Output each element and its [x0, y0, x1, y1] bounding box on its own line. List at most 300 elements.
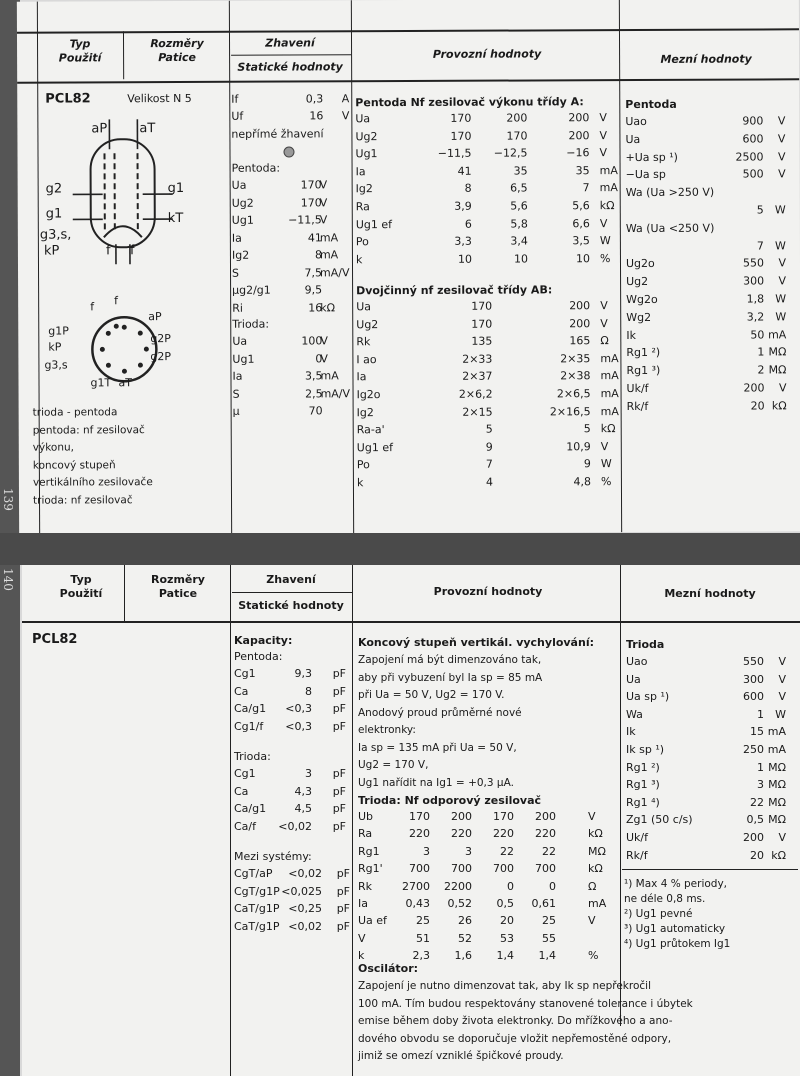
opA-row-cell: mA: [599, 163, 618, 177]
triode-row-cell: 1,4: [496, 949, 514, 963]
limit-row: [626, 363, 796, 380]
limit-row-cell: Ug2o: [625, 257, 655, 271]
static-row-cell: Ig2: [231, 248, 250, 262]
static-row-cell: Ug2: [231, 196, 254, 210]
page-number-top: 139: [1, 488, 15, 511]
cap-row-cell: pF: [332, 802, 346, 815]
triode-row-cell: Ub: [358, 810, 374, 823]
triode-row-cell: 2200: [444, 879, 472, 893]
socket-g2P-2: g2P: [150, 350, 172, 364]
limit-row-cell: 1,8: [746, 292, 765, 306]
footnote-line: ne déle 0,8 ms.: [624, 893, 706, 905]
static-row: [232, 352, 352, 369]
static-row-cell: V: [319, 213, 328, 227]
cap-row-cell: pF: [336, 902, 350, 915]
static-row-cell: 8: [314, 248, 322, 262]
cap-row-cell: pF: [332, 667, 346, 680]
static-row-cell: μ: [232, 404, 240, 418]
static-row-cell: Ua: [232, 334, 248, 348]
opA-row-cell: k: [355, 253, 363, 267]
opAB-row-cell: 2×37: [462, 370, 493, 384]
usage-line: výkonu,: [32, 441, 75, 454]
cap-row-cell: CaT/g1P: [234, 919, 280, 933]
triode-row-cell: V: [588, 914, 596, 928]
limit-row: [626, 796, 796, 812]
static-trioda-values: [232, 334, 352, 425]
triode-row-cell: 25: [542, 914, 556, 928]
opA-row-cell: Ra: [355, 200, 370, 214]
limits-pentoda-table: [625, 114, 796, 415]
cap-row-cell: 4,5: [294, 802, 312, 815]
osc-line: emise během doby života elektronky. Do mřížkového a ano-: [358, 1015, 673, 1027]
triode-row-cell: 22: [542, 844, 556, 858]
limit-row-cell: Uao: [625, 114, 647, 129]
triode-row-cell: k: [358, 949, 365, 963]
cap-row-cell: pF: [332, 702, 346, 715]
opAB-row-cell: Ug1 ef: [356, 440, 393, 455]
opAB-row-cell: 4: [485, 475, 493, 489]
opAB-row-cell: Ia: [356, 370, 367, 384]
triode-row-cell: 2700: [402, 879, 430, 893]
header-col-zhaveni: Zhavení: [265, 36, 315, 50]
opA-row-cell: 5,6: [510, 199, 528, 213]
usage-line: trioda - pentoda: [32, 406, 118, 419]
limit-row: [626, 673, 796, 689]
limit-row-cell: V: [777, 114, 786, 128]
static-row-cell: V: [320, 351, 328, 365]
triode-row-cell: Rg1': [358, 862, 383, 876]
triode-row-cell: 170: [409, 810, 430, 823]
opAB-title: Dvojčinný nf zesilovač třídy AB:: [356, 283, 553, 298]
opAB-row-cell: V: [600, 316, 608, 330]
static-row: [232, 248, 352, 265]
triode-row-cell: 0,5: [496, 897, 514, 910]
opA-row-cell: 41: [457, 164, 472, 178]
triode-row-cell: 0,43: [405, 897, 430, 910]
opAB-row-cell: Po: [356, 458, 370, 472]
limit-row-cell: +Ua sp ¹): [625, 150, 678, 164]
opA-row-cell: −11,5: [437, 146, 472, 161]
vert-line: Ug2 = 170 V,: [358, 759, 429, 771]
static-row-cell: 0: [315, 351, 323, 365]
opAB-row: [357, 457, 621, 474]
opA-row-cell: 3,9: [454, 199, 472, 213]
opAB-row-cell: 170: [471, 299, 493, 313]
opA-row-cell: Ua: [355, 112, 371, 126]
opA-row: [355, 111, 619, 128]
triode-row-cell: kΩ: [588, 862, 603, 876]
socket-g3s: g3,s: [44, 358, 68, 372]
vert-line: elektronky:: [358, 724, 416, 736]
static-row: [233, 404, 353, 421]
static-row: [232, 231, 352, 248]
opAB-row-cell: kΩ: [600, 422, 616, 436]
limit-row-cell: V: [778, 690, 786, 704]
opAB-row-cell: Ω: [600, 334, 609, 348]
opA-row-cell: 10: [575, 252, 590, 266]
opA-row-cell: 10: [457, 252, 472, 266]
triode-row-cell: mA: [588, 897, 607, 910]
size-label: Velikost N 5: [127, 91, 192, 106]
cap-row-cell: CgT/g1P: [234, 884, 280, 898]
limit-row: [625, 114, 795, 131]
static-row: [232, 178, 352, 195]
limit-row-cell: 15: [750, 725, 764, 739]
usage-line: trioda: nf zesilovač: [32, 493, 133, 507]
limit-row-cell: Wa (Ua >250 V): [625, 185, 715, 200]
model-name-2: PCL82: [32, 632, 78, 647]
limit-row-cell: 50: [750, 328, 765, 342]
static-pentoda-title: Pentoda:: [231, 161, 281, 175]
triode-row-cell: V: [588, 810, 596, 823]
opA-row-cell: Ug2: [355, 129, 378, 143]
opA-row-cell: %: [599, 251, 611, 265]
limit-row-cell: Uk/f: [626, 381, 649, 396]
opAB-row-cell: 200: [569, 299, 591, 313]
triode-row-cell: 220: [493, 827, 514, 841]
model-name: PCL82: [45, 91, 91, 107]
triode-row: [358, 827, 620, 843]
limit-row-cell: V: [778, 167, 786, 181]
opA-table: [355, 111, 620, 272]
cap-row-cell: CgT/aP: [234, 867, 273, 880]
opA-row-cell: mA: [599, 181, 618, 195]
limit-row-cell: 1: [757, 707, 764, 721]
opAB-row-cell: 2×15: [462, 405, 493, 419]
cap-row-cell: <0,3: [285, 702, 312, 715]
triode-row-cell: MΩ: [588, 844, 606, 858]
static-row-cell: Ri: [232, 301, 243, 315]
limit-row-cell: Ik: [626, 725, 636, 739]
triode-row-cell: 20: [500, 914, 514, 928]
limit-row: [626, 185, 796, 202]
limit-row-cell: Wg2: [626, 310, 652, 324]
limit-row: [626, 274, 796, 291]
opA-row-cell: V: [599, 111, 607, 125]
opA-row-cell: Po: [355, 235, 369, 249]
cap-row-cell: pF: [332, 684, 346, 698]
pin-g1: g1: [45, 206, 63, 222]
limit-row-cell: Rg1 ⁴): [626, 795, 660, 809]
vert-line: Zapojení má být dimenzováno tak,: [358, 654, 542, 666]
triode-row: [358, 914, 620, 930]
triode-row-cell: 3: [423, 844, 430, 858]
triode-row-cell: 0,61: [531, 897, 556, 910]
cap-row-cell: Ca: [234, 684, 249, 698]
opAB-row-cell: %: [600, 475, 612, 489]
opA-row-cell: −16: [566, 146, 590, 160]
opAB-row-cell: 7: [485, 458, 493, 472]
opAB-row-cell: 170: [471, 317, 493, 331]
limit-row-cell: 3,2: [746, 310, 765, 324]
triode-row-cell: 55: [542, 931, 556, 945]
cap-row-cell: Ca: [234, 784, 249, 798]
heating-row-cell: A: [341, 92, 350, 106]
limit-row: [626, 778, 796, 794]
static-row-cell: μg2/g1: [232, 283, 271, 297]
pin-kP: kP: [43, 243, 60, 259]
static-row-cell: kΩ: [320, 300, 335, 314]
limit-row-cell: 1: [757, 345, 765, 359]
cap-row-cell: pF: [336, 867, 350, 880]
header-col-static: Statické hodnoty: [237, 60, 343, 74]
cap-row-cell: Ca/g1: [234, 702, 267, 715]
opAB-row-cell: V: [600, 299, 608, 313]
triode-row-cell: Ω: [588, 879, 597, 893]
static-row-cell: mA: [319, 230, 339, 244]
opA-row-cell: V: [599, 128, 607, 142]
cap-row: [234, 685, 352, 701]
opAB-row-cell: Ra-a': [356, 423, 385, 437]
opA-row-cell: 35: [575, 164, 590, 178]
static-row-cell: 100: [301, 334, 323, 348]
triode-row-cell: 220: [409, 827, 430, 841]
triode-row-cell: 26: [458, 914, 472, 928]
opA-row-cell: V: [599, 146, 608, 160]
static-row-cell: 41: [307, 230, 322, 244]
opAB-row-cell: 2×38: [560, 369, 591, 383]
static-row-cell: mA: [320, 369, 339, 383]
opA-row-cell: W: [599, 234, 611, 248]
opAB-row-cell: 2×16,5: [549, 404, 591, 418]
header2-col-static: Statické hodnoty: [238, 599, 344, 612]
triode-row-cell: Rg1: [358, 844, 380, 858]
limit-row-cell: V: [777, 132, 786, 146]
opA-row-cell: 6,5: [510, 181, 528, 195]
static-row-cell: 9,5: [304, 283, 323, 297]
cap-row: [234, 785, 352, 801]
heating-row: [231, 92, 351, 109]
opA-row: [355, 146, 619, 163]
cap-row-cell: 4,3: [294, 784, 312, 798]
header2-col-typ: Typ Použití: [59, 573, 103, 600]
opAB-table: [356, 299, 621, 500]
vert-line: Anodový proud průměrné nové: [358, 706, 522, 719]
opAB-row-cell: k: [356, 476, 364, 490]
static-row-cell: V: [320, 334, 328, 348]
opAB-row-cell: 2×35: [560, 352, 591, 366]
footnote-line: ¹) Max 4 % periody,: [624, 878, 728, 890]
cap-row-cell: <0,02: [288, 919, 322, 933]
table-header: [17, 28, 799, 83]
static-row: [232, 283, 352, 300]
static-row-cell: 2,5: [305, 386, 323, 400]
static-row-cell: 16: [308, 300, 323, 314]
opA-row-cell: 6,6: [572, 216, 590, 230]
opAB-row-cell: I ao: [356, 352, 377, 367]
static-row-cell: V: [319, 195, 328, 209]
static-row-cell: 170: [300, 195, 322, 209]
opAB-row: [357, 387, 621, 404]
limit-row-cell: 300: [743, 672, 764, 686]
socket-g2P: g2P: [150, 332, 171, 346]
static-row: [232, 266, 352, 283]
pin-g2: g2: [45, 181, 63, 197]
triode-row-cell: 1,4: [538, 949, 556, 963]
header-col-mezni: Mezní hodnoty: [660, 52, 752, 66]
limit-row-cell: kΩ: [771, 848, 786, 862]
cap-row-cell: pF: [332, 719, 346, 733]
vert-line: Ug1 nařídit na Ig1 = +0,3 μA.: [358, 776, 514, 789]
limit-row-cell: mA: [767, 725, 786, 739]
limit-row: [626, 292, 796, 309]
usage-list: [33, 404, 153, 510]
cap-row-cell: <0,025: [281, 884, 322, 898]
limit-row-cell: Ik: [626, 328, 636, 342]
heating-row: [231, 109, 351, 126]
cap-row-cell: 3: [305, 767, 312, 780]
pin-g3s: g3,s,: [39, 227, 72, 243]
opA-row-cell: Ig2: [355, 182, 373, 196]
limit-row: [627, 399, 797, 416]
opA-row: [356, 217, 620, 234]
cap-row: [234, 767, 352, 783]
opA-row-cell: −12,5: [493, 146, 528, 160]
cap-row-cell: 9,3: [294, 667, 312, 680]
opA-row-cell: 5,6: [572, 199, 590, 213]
triode-table: [358, 810, 620, 963]
opA-row-cell: 8: [464, 182, 472, 196]
limit-row-cell: V: [778, 274, 787, 288]
limit-row-cell: Rk/f: [626, 848, 648, 862]
opA-row-cell: 10: [513, 252, 528, 266]
triode-row-cell: Ia: [358, 897, 368, 910]
limit-row: [626, 346, 796, 363]
table-header-2: [22, 565, 800, 623]
limit-row-cell: Uao: [626, 655, 648, 668]
limit-row-cell: 20: [750, 848, 764, 862]
osc-line: dového obvodu se doporučuje vložit nepřemostěné odpory,: [358, 1032, 672, 1045]
triode-row-cell: kΩ: [588, 827, 603, 841]
cap-row-cell: CaT/g1P: [234, 902, 280, 915]
limit-row-cell: 2500: [735, 150, 764, 164]
limit-row-cell: 200: [743, 381, 765, 395]
limit-row-cell: 20: [750, 399, 765, 413]
osc-line: 100 mA. Tím budou respektovány stanovené tolerance i úbytek: [358, 997, 693, 1010]
static-row-cell: mA: [319, 248, 339, 262]
triode-row-cell: Ua ef: [358, 914, 387, 928]
limit-row-cell: Rg1 ³): [626, 778, 660, 792]
limit-row-cell: Wa: [626, 707, 643, 721]
opA-row-cell: 170: [506, 129, 528, 143]
opAB-row: [357, 440, 621, 457]
pin-aP: aP: [91, 121, 108, 137]
limit-row-cell: 300: [743, 274, 765, 288]
limit-row: [626, 221, 796, 238]
opAB-row-cell: 2×33: [462, 352, 493, 366]
limit-row-cell: MΩ: [768, 778, 786, 792]
vert-line: aby při vybuzení byl Ia sp = 85 mA: [358, 671, 543, 684]
header2-col-provozni: Provozní hodnoty: [433, 585, 543, 598]
table-rule-2: [124, 565, 125, 621]
cap-row: [234, 720, 352, 736]
heating-row-cell: V: [341, 109, 350, 123]
page-number-bottom: 140: [1, 568, 15, 591]
static-trioda-title: Trioda:: [232, 317, 270, 331]
osc-title: Oscilátor:: [358, 962, 419, 975]
pin-f2: f: [129, 243, 135, 259]
static-row-cell: Ug1: [232, 352, 255, 366]
opA-row-cell: 170: [450, 129, 472, 143]
opAB-row-cell: 5: [583, 422, 591, 436]
limit-row-cell: 2: [757, 363, 765, 377]
pin-f1: f: [105, 243, 111, 259]
limit-row-cell: Rk/f: [626, 399, 649, 413]
limit-row: [626, 655, 796, 671]
usage-line: pentoda: nf zesilovač: [32, 423, 145, 437]
pin-aT: aT: [139, 121, 156, 137]
opA-row: [356, 252, 620, 269]
page-gap: [0, 533, 800, 565]
opAB-row: [357, 475, 621, 492]
indirect-heating-icon: [283, 146, 294, 157]
opA-row-cell: 200: [506, 111, 528, 125]
cap-row-cell: Cg1/f: [234, 719, 264, 733]
triode-row-cell: 200: [535, 810, 556, 823]
triode-row-cell: 700: [535, 862, 556, 876]
cap-row-cell: Ca/f: [234, 819, 256, 833]
heating-row-cell: Uf: [231, 109, 244, 123]
limit-row-cell: Ug2: [626, 275, 649, 289]
limit-row-cell: 3: [757, 778, 764, 792]
limit-row-cell: Rg1 ²): [626, 346, 661, 360]
opAB-row: [356, 334, 620, 351]
cap-row: [234, 885, 352, 901]
triode-row-cell: 220: [451, 827, 472, 841]
opAB-row: [356, 352, 620, 369]
opAB-row-cell: Rk: [356, 335, 371, 349]
limit-row: [625, 150, 795, 167]
static-row-cell: S: [232, 387, 240, 401]
triode-title: Trioda: Nf odporový zesilovač: [358, 794, 542, 807]
cap-row-cell: pF: [332, 819, 346, 833]
limit-row: [626, 725, 796, 741]
limit-row-cell: 250: [743, 743, 764, 756]
triode-row-cell: 51: [416, 931, 430, 945]
limit-row: [626, 328, 796, 345]
opAB-row: [357, 422, 621, 439]
opAB-row-cell: 165: [569, 334, 591, 348]
footnotes: [624, 877, 730, 952]
limit-row-cell: Ua sp ¹): [626, 690, 670, 704]
triode-row: [358, 862, 620, 878]
opA-row-cell: 3,3: [454, 234, 472, 248]
socket-kP: kP: [48, 340, 62, 354]
static-pentoda-values: [232, 178, 353, 319]
opAB-row-cell: Ig2o: [356, 388, 381, 402]
cap-row: [234, 802, 352, 818]
cap-trioda-values: [234, 767, 352, 839]
triode-row-cell: 25: [416, 914, 430, 928]
opA-row-cell: 6: [464, 217, 472, 231]
limit-row-cell: V: [778, 831, 786, 844]
limit-row-cell: 7: [756, 239, 764, 253]
triode-row-cell: 700: [493, 862, 514, 876]
opAB-row-cell: mA: [600, 404, 619, 418]
limit-row-cell: V: [778, 256, 787, 270]
static-row-cell: 7,5: [304, 265, 323, 279]
opAB-row-cell: W: [600, 457, 612, 471]
opA-row-cell: V: [599, 216, 608, 230]
opA-row-cell: 200: [568, 128, 590, 142]
opAB-row: [356, 369, 620, 386]
opAB-row-cell: mA: [600, 351, 619, 365]
static-row-cell: mA/V: [320, 386, 351, 400]
osc-line: Zapojení je nutno dimenzovat tak, aby Ik sp nepřekročil: [358, 980, 651, 992]
opA-row-cell: 7: [582, 181, 590, 195]
limit-row-cell: V: [778, 381, 787, 395]
osc-text: [358, 978, 693, 1066]
